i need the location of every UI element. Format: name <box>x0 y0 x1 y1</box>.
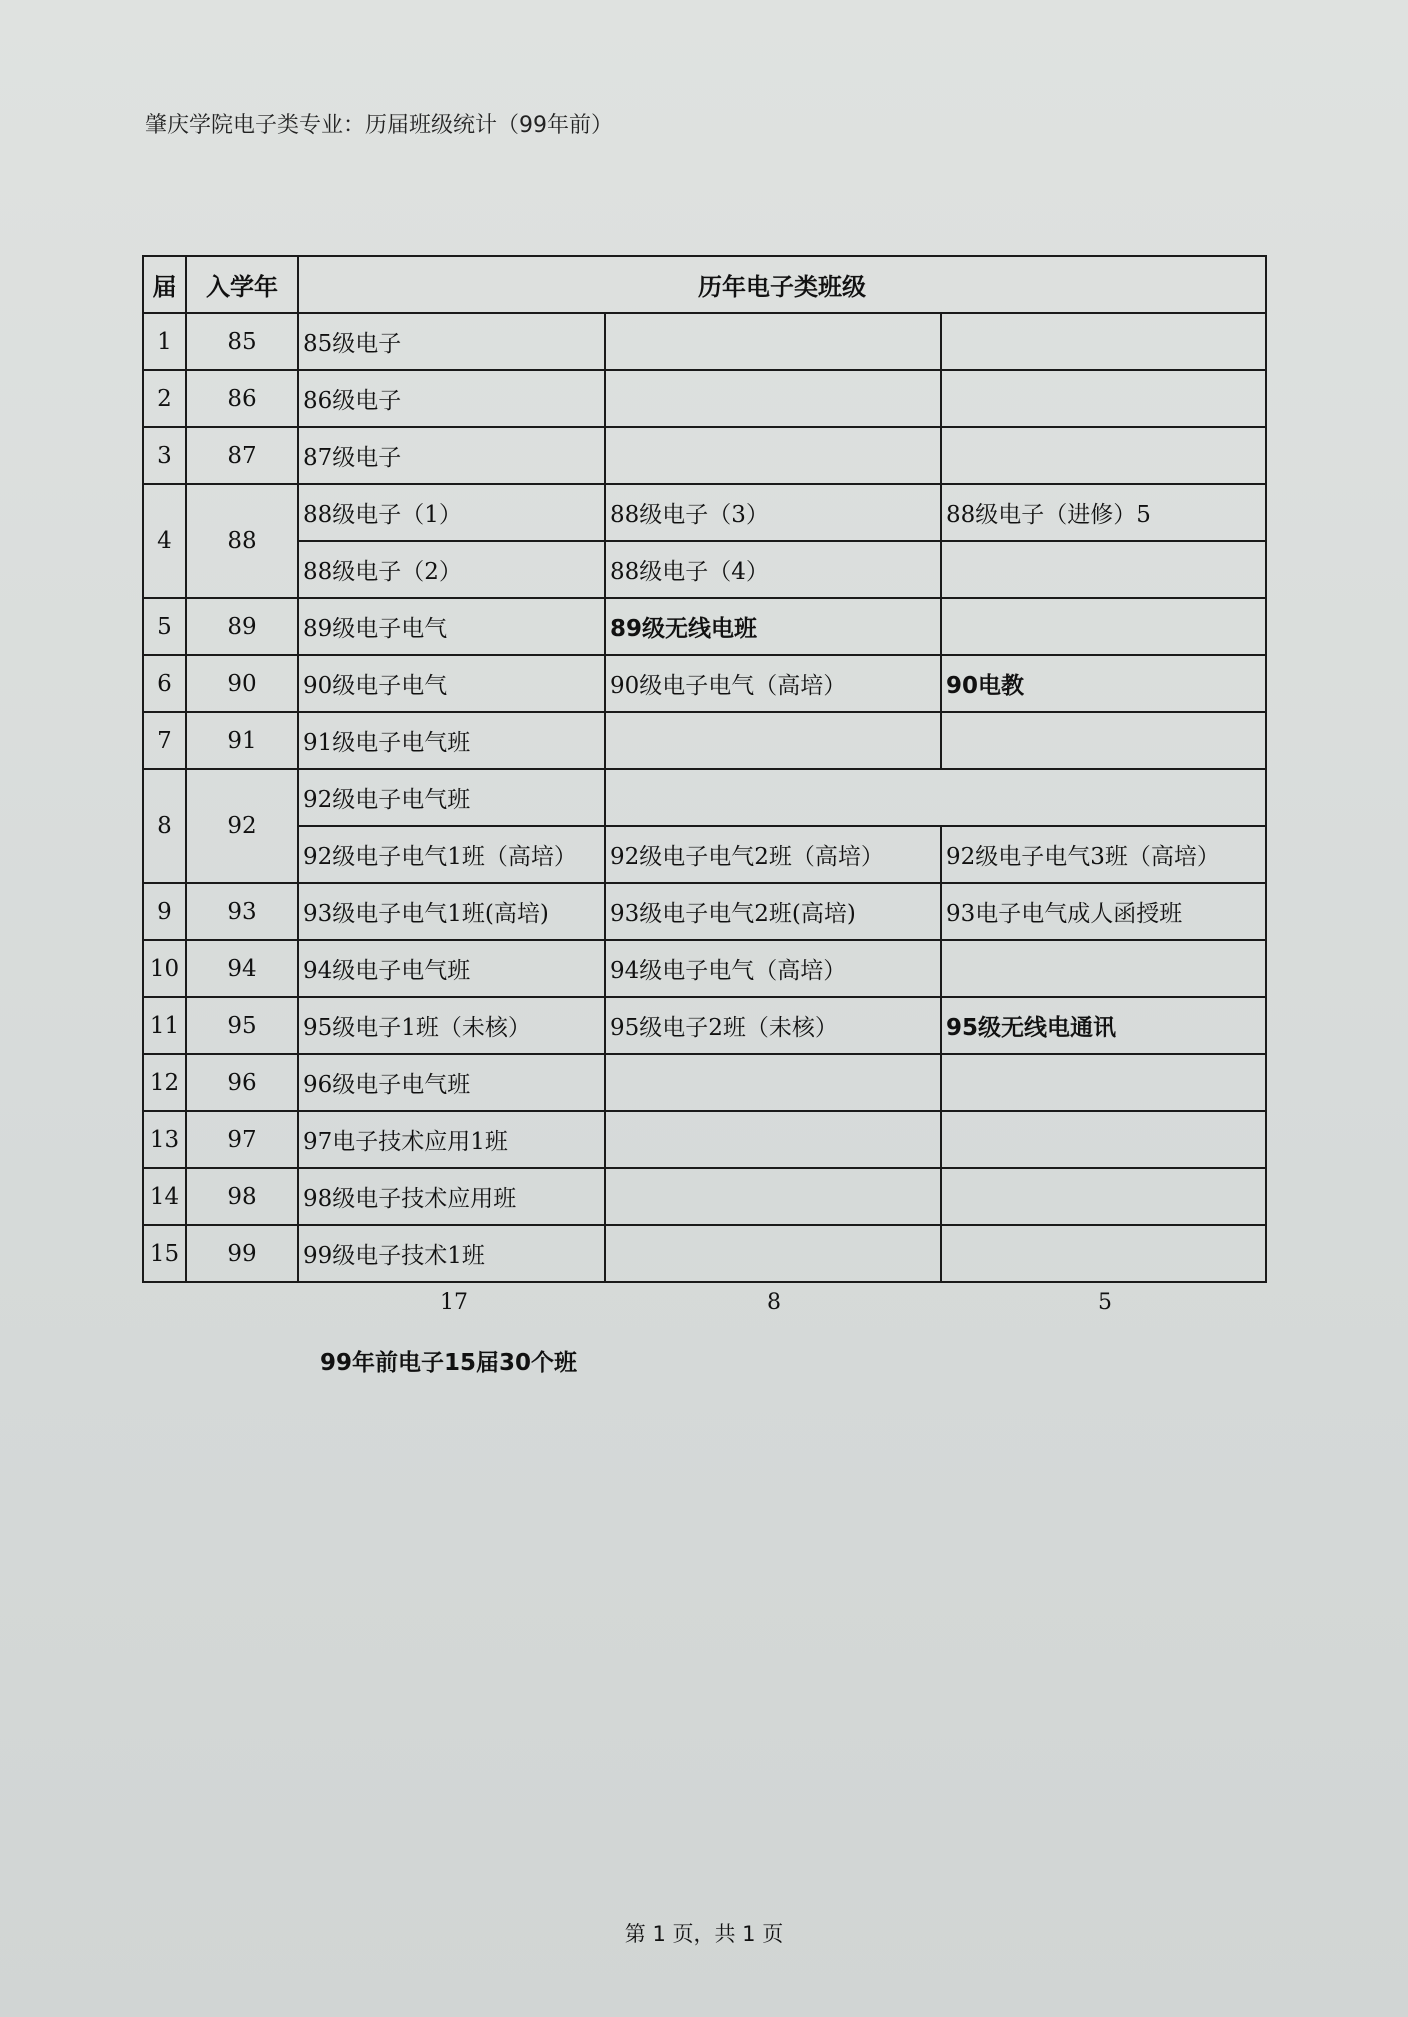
class-cell: 92级电子电气1班（高培） <box>298 826 605 883</box>
class-cell: 89级电子电气 <box>298 598 605 655</box>
class-cell <box>941 1168 1266 1225</box>
table-row <box>143 598 1266 655</box>
table-row <box>143 655 1266 712</box>
class-cell <box>941 427 1266 484</box>
class-cell <box>605 1168 941 1225</box>
class-cell: 92级电子电气3班（高培） <box>941 826 1266 883</box>
class-cell: 88级电子（2） <box>298 541 605 598</box>
page-title: 肇庆学院电子类专业：历届班级统计（99年前） <box>145 113 613 138</box>
class-cell: 98级电子技术应用班 <box>298 1168 605 1225</box>
session-cell: 1 <box>143 313 186 370</box>
class-table <box>142 255 1267 1283</box>
class-cell <box>941 712 1266 769</box>
table-row <box>143 769 1266 826</box>
session-cell: 15 <box>143 1225 186 1282</box>
session-cell: 6 <box>143 655 186 712</box>
class-cell <box>605 370 941 427</box>
table-row <box>143 997 1266 1054</box>
session-cell: 14 <box>143 1168 186 1225</box>
year-cell: 95 <box>186 997 298 1054</box>
class-cell: 94级电子电气（高培） <box>605 940 941 997</box>
table-row <box>143 370 1266 427</box>
session-cell: 3 <box>143 427 186 484</box>
year-cell: 85 <box>186 313 298 370</box>
class-cell: 90电教 <box>941 655 1266 712</box>
table-row <box>143 541 1266 598</box>
class-cell <box>605 1225 941 1282</box>
year-cell: 97 <box>186 1111 298 1168</box>
class-cell: 93电子电气成人函授班 <box>941 883 1266 940</box>
table-row <box>143 313 1266 370</box>
header-year: 入学年 <box>186 256 298 313</box>
class-cell: 92级电子电气2班（高培） <box>605 826 941 883</box>
class-cell: 89级无线电班 <box>605 598 941 655</box>
table-row <box>143 883 1266 940</box>
class-cell <box>941 940 1266 997</box>
table-row <box>143 1168 1266 1225</box>
year-cell: 96 <box>186 1054 298 1111</box>
session-cell: 8 <box>143 769 186 883</box>
table-row <box>143 484 1266 541</box>
table-row <box>143 427 1266 484</box>
table-row <box>143 1054 1266 1111</box>
class-cell <box>941 541 1266 598</box>
session-cell: 7 <box>143 712 186 769</box>
table-row <box>143 826 1266 883</box>
table-header-row <box>143 256 1266 313</box>
class-cell: 91级电子电气班 <box>298 712 605 769</box>
class-cell <box>941 313 1266 370</box>
year-cell: 93 <box>186 883 298 940</box>
session-cell: 13 <box>143 1111 186 1168</box>
class-cell: 90级电子电气（高培） <box>605 655 941 712</box>
class-cell: 95级电子1班（未核） <box>298 997 605 1054</box>
year-cell: 98 <box>186 1168 298 1225</box>
class-cell <box>941 598 1266 655</box>
class-cell <box>941 1054 1266 1111</box>
class-cell <box>605 427 941 484</box>
class-cell: 95级电子2班（未核） <box>605 997 941 1054</box>
class-cell: 86级电子 <box>298 370 605 427</box>
session-cell: 4 <box>143 484 186 598</box>
table-row <box>143 712 1266 769</box>
session-cell: 2 <box>143 370 186 427</box>
class-cell: 85级电子 <box>298 313 605 370</box>
class-cell: 88级电子（进修）5 <box>941 484 1266 541</box>
class-cell: 93级电子电气2班(高培) <box>605 883 941 940</box>
year-cell: 92 <box>186 769 298 883</box>
class-cell: 95级无线电通讯 <box>941 997 1266 1054</box>
class-cell: 96级电子电气班 <box>298 1054 605 1111</box>
year-cell: 90 <box>186 655 298 712</box>
class-cell <box>941 1225 1266 1282</box>
class-cell: 88级电子（4） <box>605 541 941 598</box>
session-cell: 5 <box>143 598 186 655</box>
class-cell <box>941 370 1266 427</box>
class-cell: 93级电子电气1班(高培) <box>298 883 605 940</box>
class-cell: 92级电子电气班 <box>298 769 605 826</box>
header-session: 届 <box>143 256 186 313</box>
class-cell <box>605 1054 941 1111</box>
summary-note: 99年前电子15届30个班 <box>320 1350 578 1376</box>
session-cell: 12 <box>143 1054 186 1111</box>
total-col2: 8 <box>767 1290 781 1315</box>
class-cell: 88级电子（1） <box>298 484 605 541</box>
class-cell: 90级电子电气 <box>298 655 605 712</box>
page-footer: 第 1 页，共 1 页 <box>624 1922 784 1946</box>
class-cell: 87级电子 <box>298 427 605 484</box>
year-cell: 87 <box>186 427 298 484</box>
class-cell: 88级电子（3） <box>605 484 941 541</box>
class-cell <box>605 313 941 370</box>
class-cell <box>605 1111 941 1168</box>
table-row <box>143 1225 1266 1282</box>
class-cell: 97电子技术应用1班 <box>298 1111 605 1168</box>
session-cell: 11 <box>143 997 186 1054</box>
year-cell: 86 <box>186 370 298 427</box>
class-cell <box>941 1111 1266 1168</box>
empty-cell <box>605 769 1266 826</box>
year-cell: 94 <box>186 940 298 997</box>
year-cell: 88 <box>186 484 298 598</box>
year-cell: 91 <box>186 712 298 769</box>
class-cell: 94级电子电气班 <box>298 940 605 997</box>
year-cell: 89 <box>186 598 298 655</box>
total-col3: 5 <box>1098 1290 1112 1315</box>
class-cell: 99级电子技术1班 <box>298 1225 605 1282</box>
table-row <box>143 1111 1266 1168</box>
total-col1: 17 <box>440 1290 468 1315</box>
year-cell: 99 <box>186 1225 298 1282</box>
session-cell: 9 <box>143 883 186 940</box>
class-cell <box>605 712 941 769</box>
session-cell: 10 <box>143 940 186 997</box>
table-row <box>143 940 1266 997</box>
header-classes: 历年电子类班级 <box>298 256 1266 313</box>
